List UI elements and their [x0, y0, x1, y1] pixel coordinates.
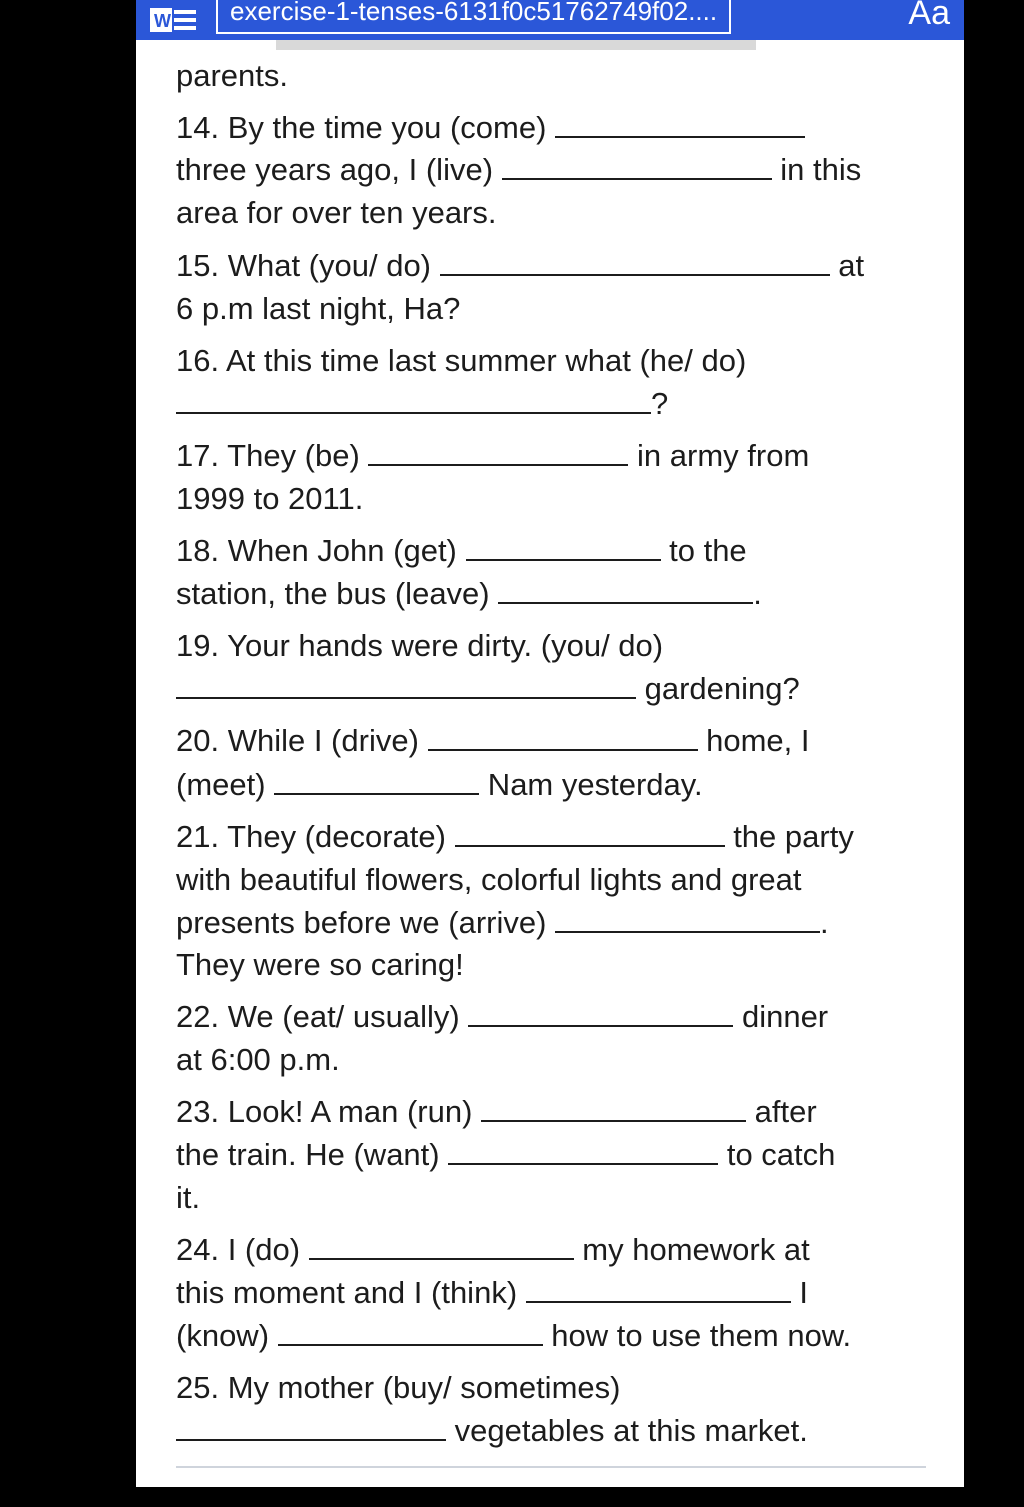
- line-text: area for over ten years.: [176, 195, 497, 230]
- line-text: 1999 to 2011.: [176, 481, 364, 516]
- document-line: [176, 576, 762, 612]
- document-line: [176, 1180, 200, 1216]
- line-text: three years ago, I (live): [176, 152, 502, 187]
- document-line: [176, 343, 746, 379]
- line-text: They were so caring!: [176, 947, 464, 982]
- answer-blank[interactable]: [555, 905, 820, 933]
- line-text: this moment and I (think): [176, 1275, 526, 1310]
- line-text: .: [753, 576, 762, 611]
- answer-blank[interactable]: [481, 1094, 746, 1122]
- line-text: at: [829, 248, 865, 283]
- answer-blank[interactable]: [448, 1137, 718, 1165]
- app-toolbar: [136, 0, 964, 40]
- line-text: presents before we (arrive): [176, 905, 556, 940]
- answer-blank[interactable]: [274, 767, 479, 795]
- line-text: station, the bus (leave): [176, 576, 499, 611]
- document-line: [176, 248, 864, 284]
- line-text: 23. Look! A man (run): [176, 1094, 482, 1129]
- line-text: 15. What (you/ do): [176, 248, 440, 283]
- document-line: [176, 905, 829, 941]
- answer-blank[interactable]: [440, 248, 830, 276]
- document-line: [176, 671, 800, 707]
- line-text: Nam yesterday.: [479, 767, 703, 802]
- line-text: .: [820, 905, 829, 940]
- line-text: the train. He (want): [176, 1137, 449, 1172]
- line-text: in this: [771, 152, 862, 187]
- text-size-button[interactable]: Aa: [908, 0, 950, 32]
- line-text: with beautiful flowers, colorful lights and great: [176, 862, 802, 897]
- document-line: [176, 862, 802, 898]
- document-line: [176, 767, 703, 803]
- document-line: [176, 1413, 808, 1449]
- answer-blank[interactable]: [468, 999, 733, 1027]
- document-line: [176, 723, 810, 759]
- answer-blank[interactable]: [502, 152, 772, 180]
- answer-blank[interactable]: [176, 386, 651, 414]
- word-document-icon[interactable]: [150, 6, 198, 34]
- answer-blank[interactable]: [455, 819, 725, 847]
- line-text: my homework at: [573, 1232, 810, 1267]
- document-line: [176, 58, 288, 94]
- answer-blank[interactable]: [555, 110, 805, 138]
- document-line: [176, 533, 747, 569]
- line-text: 19. Your hands were dirty. (you/ do): [176, 628, 664, 663]
- document-line: [176, 628, 663, 664]
- document-line: [176, 291, 460, 327]
- line-text: 25. My mother (buy/ sometimes): [176, 1370, 621, 1405]
- line-text: 18. When John (get): [176, 533, 466, 568]
- answer-blank[interactable]: [309, 1232, 574, 1260]
- document-line: [176, 481, 363, 517]
- document-line: [176, 819, 854, 855]
- line-text: 16. At this time last summer what (he/ do): [176, 343, 747, 378]
- document-line: [176, 999, 828, 1035]
- line-text: 21. They (decorate): [176, 819, 455, 854]
- line-text: dinner: [733, 999, 829, 1034]
- line-text: (meet): [176, 767, 275, 802]
- line-text: gardening?: [636, 671, 800, 706]
- line-text: the party: [724, 819, 854, 854]
- line-text: parents.: [176, 58, 289, 93]
- file-name[interactable]: exercise-1-tenses-6131f0c51762749f02....: [216, 0, 731, 34]
- answer-blank[interactable]: [176, 1413, 446, 1441]
- document-page: [136, 0, 964, 1487]
- line-text: how to use them now.: [542, 1318, 852, 1353]
- line-text: vegetables at this market.: [446, 1413, 808, 1448]
- answer-blank[interactable]: [368, 438, 628, 466]
- document-line: [176, 438, 809, 474]
- line-text: 17. They (be): [176, 438, 369, 473]
- document-line: [176, 1275, 808, 1311]
- line-text: 6 p.m last night, Ha?: [176, 291, 461, 326]
- line-text: 24. I (do): [176, 1232, 309, 1267]
- line-text: (know): [176, 1318, 278, 1353]
- line-text: ?: [651, 386, 669, 421]
- line-text: it.: [176, 1180, 201, 1215]
- answer-blank[interactable]: [466, 533, 661, 561]
- document-line: [176, 110, 805, 146]
- document-line: [176, 152, 861, 188]
- answer-blank[interactable]: [526, 1275, 791, 1303]
- document-line: [176, 1318, 851, 1354]
- document-line: [176, 386, 668, 422]
- line-text: 22. We (eat/ usually): [176, 999, 469, 1034]
- line-text: I: [790, 1275, 808, 1310]
- answer-blank[interactable]: [498, 576, 753, 604]
- document-line: [176, 1370, 620, 1406]
- line-text: at 6:00 p.m.: [176, 1042, 340, 1077]
- document-line: [176, 1042, 340, 1078]
- document-line: [176, 1094, 817, 1130]
- document-line: [176, 947, 464, 983]
- line-text: in army from: [628, 438, 810, 473]
- document-line: [176, 195, 497, 231]
- line-text: to catch: [718, 1137, 836, 1172]
- page-divider: [176, 1466, 926, 1468]
- line-text: 14. By the time you (come): [176, 110, 556, 145]
- answer-blank[interactable]: [176, 671, 636, 699]
- document-line: [176, 1232, 810, 1268]
- line-text: after: [746, 1094, 817, 1129]
- answer-blank[interactable]: [428, 723, 698, 751]
- svg-text:W: W: [154, 11, 171, 31]
- clipped-text-line: [276, 40, 756, 50]
- line-text: home, I: [697, 723, 810, 758]
- document-line: [176, 1137, 835, 1173]
- line-text: 20. While I (drive): [176, 723, 428, 758]
- answer-blank[interactable]: [278, 1318, 543, 1346]
- line-text: to the: [660, 533, 747, 568]
